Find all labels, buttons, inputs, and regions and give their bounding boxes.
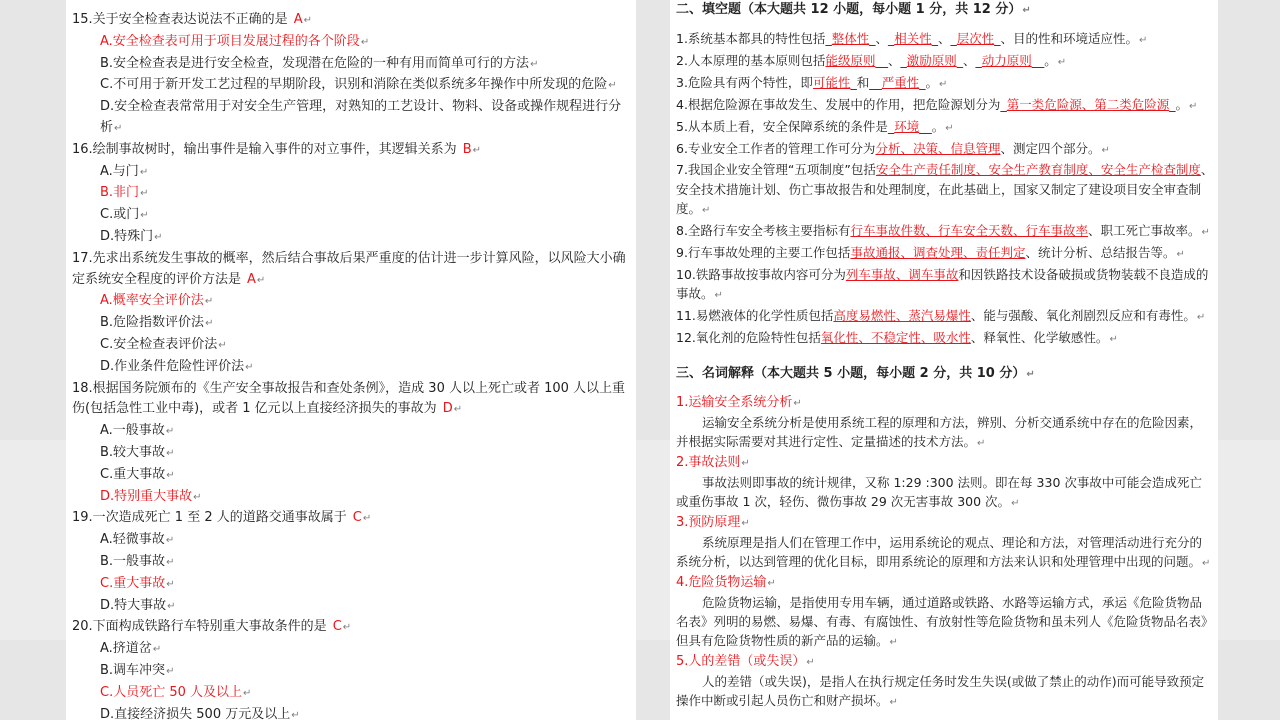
term-heading: 5.人的差错（或失误）↵ — [676, 653, 815, 669]
fill-item-10: 10.铁路事故按事故内容可分为列车事故、调车事故和因铁路技术设备破损或货物装载不良造成的事故。↵ — [676, 266, 1209, 302]
answer-key: C — [352, 510, 362, 526]
background-band-middle — [636, 440, 670, 640]
fill-item-1: 1.系统基本都具的特性包括_整体性_、_相关性_、_层次性_、目的性和环境适应性。↵ — [676, 31, 1148, 46]
option-b: B.危险指数评价法↵ — [100, 315, 214, 331]
term-heading: 1.运输安全系统分析↵ — [676, 394, 802, 410]
option-b: B.较大事故↵ — [100, 444, 175, 460]
fill-item-7: 7.我国企业安全管理“五项制度”包括安全生产责任制度、安全生产教育制度、安全生产检查制度、安全技术措施计划、伤亡事故报告和处理制度，在此基础上，国家又制定了建设项目安全审查制度。↵ — [676, 162, 1214, 217]
section-title-definitions: 三、名词解释（本大题共 5 小题，每小题 2 分，共 10 分）↵ — [676, 365, 1035, 381]
option-c: C.重大事故↵ — [100, 575, 175, 591]
left-document-page — [66, 0, 636, 720]
fill-item-6: 6.专业安全工作者的管理工作可分为分析、决策、信息管理、测定四个部分。↵ — [676, 140, 1110, 156]
answer-key: A — [293, 12, 303, 27]
fill-item-11: 11.易燃液体的化学性质包括高度易燃性、蒸汽易爆性、能与强酸、氧化剂剧烈反应和有毒性。↵ — [676, 308, 1206, 324]
option-c: C.安全检查表评价法↵ — [100, 336, 227, 352]
term-heading: 3.预防原理↵ — [676, 514, 750, 530]
option-b: B.非门↵ — [100, 185, 149, 201]
question-15: 15.关于安全检查表达说法不正确的是 A↵ — [72, 12, 312, 27]
answer-key: A — [247, 271, 256, 287]
fill-item-2: 2.人本原理的基本原则包括能级原则__、_激励原则_、_动力原则__。↵ — [676, 52, 1067, 68]
option-a: A.轻微事故↵ — [100, 532, 175, 548]
background-band-left — [0, 440, 66, 640]
option-d: D.直接经济损失 500 万元及以上↵ — [100, 706, 300, 720]
option-c: C.重大事故↵ — [100, 466, 175, 482]
question-17: 17.先求出系统发生事故的概率，然后结合事故后果严重度的估计进一步计算风险，以风险大小确定系统安全程度的评价方法是 A↵ — [72, 250, 626, 287]
term-definition: 事故法则即事故的统计规律，又称 1:29 :300 法则。即在每 330 次事故中可能会造成死亡或重伤事故 1 次，轻伤、微伤事故 29 次无害事故 300 次。↵ — [676, 474, 1202, 509]
option-d: D.特殊门↵ — [100, 228, 163, 244]
option-a: A.一般事故↵ — [100, 423, 175, 439]
option-b: B.安全检查表是进行安全检查，发现潜在危险的一种有用而简单可行的方法↵ — [100, 55, 539, 71]
fill-item-8: 8.全路行车安全考核主要指标有行车事故件数、行车安全天数、行车事故率、职工死亡事故率。↵ — [676, 223, 1210, 239]
fill-item-5: 5.从本质上看，安全保障系统的条件是_环境__。↵ — [676, 118, 954, 134]
term-definition: 人的差错（或失误)，是指人在执行规定任务时发生失误(或做了禁止的动作)而可能导致预定操作中断或引起人员伤亡和财产损坏。↵ — [676, 673, 1205, 708]
option-c: C.或门↵ — [100, 207, 149, 223]
answer-key: B — [462, 141, 472, 157]
option-a: A.与门↵ — [100, 163, 149, 179]
term-definition: 系统原理是指人们在管理工作中，运用系统论的观点、理论和方法，对管理活动进行充分的系统分析，以达到管理的优化目标，即用系统论的原理和方法来认识和处理管理中出现的问题。↵ — [676, 534, 1211, 569]
section-title-fill-in: 二、填空题（本大题共 12 小题，每小题 1 分，共 12 分）↵ — [676, 2, 1031, 17]
answer-key: C — [332, 619, 342, 635]
question-16: 16.绘制事故树时，输出事件是输入事件的对立事件，其逻辑关系为 B↵ — [72, 141, 481, 157]
background-band-right — [1218, 440, 1280, 640]
answer-key: D — [442, 401, 453, 417]
question-18: 18.根据国务院颁布的《生产安全事故报告和查处条例》，造成 30 人以上死亡或者 100 人以上重伤(包括急性工业中毒)，或者 1 亿元以上直接经济损失的事故为 D↵ — [72, 380, 626, 417]
term-definition: 危险货物运输，是指使用专用车辆，通过道路或铁路、水路等运输方式，承运《危险货物品名表》列明的易燃、易爆、有毒、有腐蚀性、有放射性等危险货物和虽未列人《危险货物品名表》但具有危险货物性质的新产品的运输。↵ — [676, 594, 1214, 648]
question-20: 20.下面构成铁路行车特别重大事故条件的是 C↵ — [72, 619, 352, 635]
option-d: D.安全检查表常常用于对安全生产管理，对熟知的工艺设计、物料、设备或操作规程进行分析↵ — [100, 99, 622, 135]
term-heading: 2.事故法则↵ — [676, 454, 750, 470]
term-heading: 4.危险货物运输↵ — [676, 574, 776, 590]
fill-item-3: 3.危险具有两个特性，即可能性_和__严重性_。↵ — [676, 74, 948, 90]
option-c: C.人员死亡 50 人及以上↵ — [100, 684, 252, 700]
fill-item-4: 4.根据危险源在事故发生、发展中的作用，把危险源划分为_第一类危险源、第二类危险源_。↵ — [676, 96, 1198, 112]
right-document-page — [670, 0, 1218, 720]
option-a: A.安全检查表可用于项目发展过程的各个阶段↵ — [100, 33, 370, 49]
option-a: A.挤道岔↵ — [100, 641, 162, 657]
term-definition: 运输安全系统分析是使用系统工程的原理和方法，辨别、分析交通系统中存在的危险因素，并根据实际需要对其进行定性、定量描述的技术方法。↵ — [676, 414, 1203, 449]
option-b: B.调车冲突↵ — [100, 662, 175, 678]
option-d: D.特别重大事故↵ — [100, 488, 202, 504]
option-c: C.不可用于新开发工艺过程的早期阶段，识别和消除在类似系统多年操作中所发现的危险↵ — [100, 77, 617, 93]
option-b: B.一般事故↵ — [100, 553, 175, 569]
fill-item-12: 12.氧化剂的危险特性包括氧化性、不稳定性、吸水性、释氧性、化学敏感性。↵ — [676, 330, 1118, 346]
option-d: D.特大事故↵ — [100, 597, 176, 613]
question-19: 19.一次造成死亡 1 至 2 人的道路交通事故属于 C↵ — [72, 510, 372, 526]
fill-item-9: 9.行车事故处理的主要工作包括事故通报、调查处理、责任判定、统计分析、总结报告等。↵ — [676, 245, 1185, 261]
option-d: D.作业条件危险性评价法↵ — [100, 358, 254, 374]
option-a: A.概率安全评价法↵ — [100, 293, 214, 309]
